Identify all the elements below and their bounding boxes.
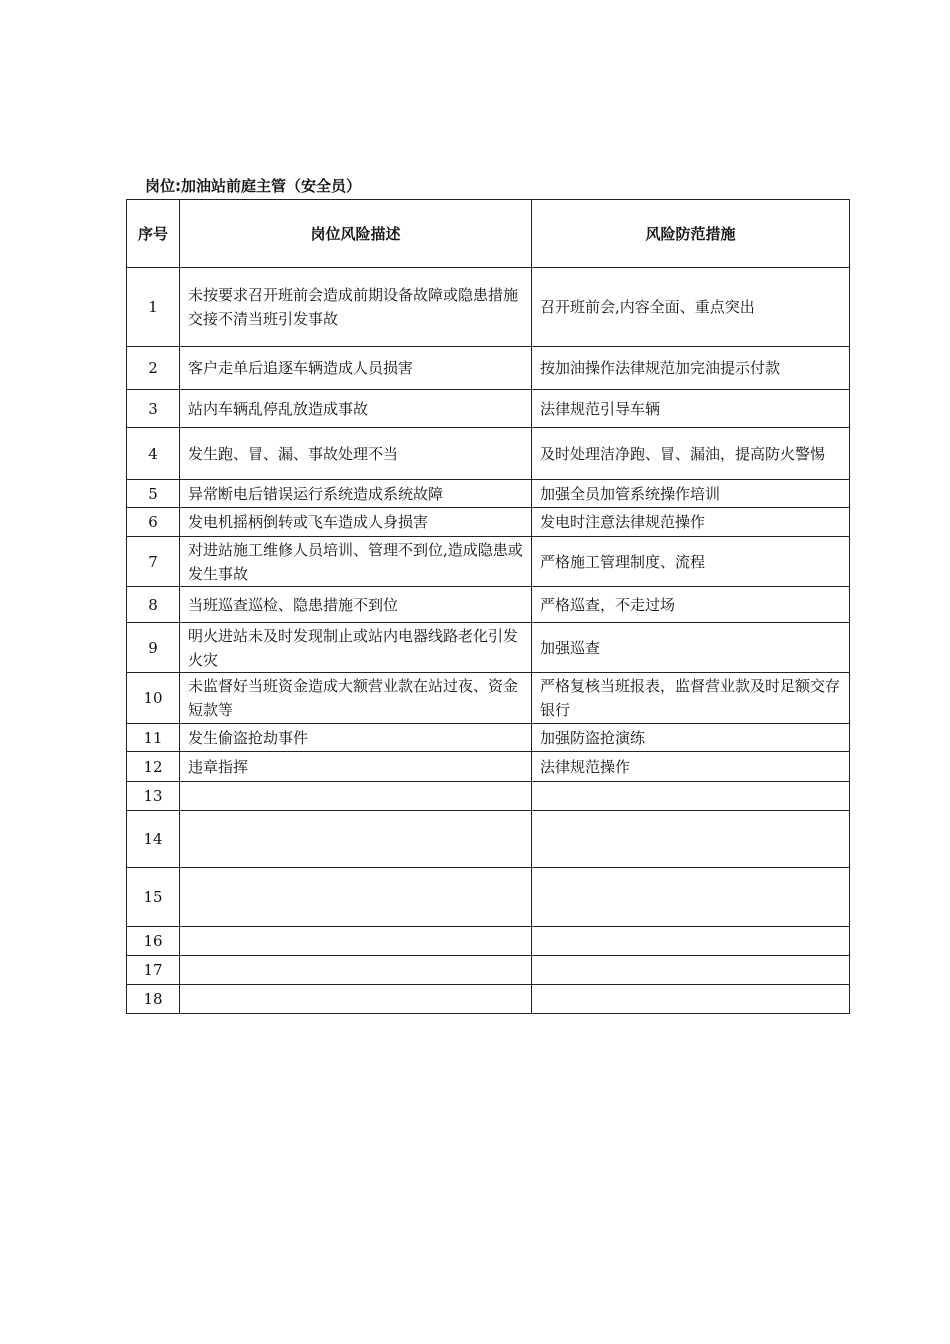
page-title: 岗位:加油站前庭主管（安全员） [145, 177, 362, 195]
row-risk: 违章指挥 [180, 752, 532, 782]
header-measure: 风险防范措施 [532, 200, 850, 268]
row-measure [532, 956, 850, 985]
row-risk [180, 811, 532, 868]
table-row [127, 428, 850, 480]
row-risk [180, 782, 532, 811]
table-row [127, 868, 850, 927]
table-row [127, 347, 850, 390]
row-risk [180, 985, 532, 1014]
row-measure [532, 985, 850, 1014]
table-row [127, 508, 850, 537]
row-index: 1 [127, 268, 180, 347]
row-measure [532, 782, 850, 811]
row-risk [180, 868, 532, 927]
row-index: 6 [127, 508, 180, 537]
row-risk: 客户走单后追逐车辆造成人员损害 [180, 347, 532, 390]
row-measure: 加强全员加管系统操作培训 [532, 480, 850, 508]
row-risk [180, 927, 532, 956]
row-index: 2 [127, 347, 180, 390]
row-measure: 严格复核当班报表，监督营业款及时足额交存银行 [532, 673, 850, 724]
table-row [127, 673, 850, 724]
row-index: 5 [127, 480, 180, 508]
row-risk: 对进站施工维修人员培训、管理不到位,造成隐患或发生事故 [180, 537, 532, 587]
row-risk: 未监督好当班资金造成大额营业款在站过夜、资金短款等 [180, 673, 532, 724]
header-risk: 岗位风险描述 [180, 200, 532, 268]
table-row [127, 623, 850, 673]
table-row [127, 956, 850, 985]
row-index: 15 [127, 868, 180, 927]
header-index: 序号 [127, 200, 180, 268]
row-index: 13 [127, 782, 180, 811]
row-index: 14 [127, 811, 180, 868]
row-risk: 当班巡查巡检、隐患措施不到位 [180, 587, 532, 623]
row-measure [532, 927, 850, 956]
row-risk: 发生跑、冒、漏、事故处理不当 [180, 428, 532, 480]
row-measure: 严格施工管理制度、流程 [532, 537, 850, 587]
row-index: 9 [127, 623, 180, 673]
row-measure: 法律规范操作 [532, 752, 850, 782]
table-row [127, 390, 850, 428]
table-row [127, 480, 850, 508]
row-measure: 发电时注意法律规范操作 [532, 508, 850, 537]
row-measure: 按加油操作法律规范加完油提示付款 [532, 347, 850, 390]
table-row [127, 782, 850, 811]
row-risk: 未按要求召开班前会造成前期设备故障或隐患措施交接不清当班引发事故 [180, 268, 532, 347]
row-index: 12 [127, 752, 180, 782]
row-risk: 异常断电后错误运行系统造成系统故障 [180, 480, 532, 508]
row-measure: 加强巡查 [532, 623, 850, 673]
table-row [127, 724, 850, 752]
table-row [127, 537, 850, 587]
table-header-row [127, 200, 850, 268]
row-risk: 明火进站未及时发现制止或站内电器线路老化引发火灾 [180, 623, 532, 673]
table-row [127, 811, 850, 868]
row-index: 16 [127, 927, 180, 956]
row-index: 17 [127, 956, 180, 985]
table-row [127, 268, 850, 347]
row-measure: 法律规范引导车辆 [532, 390, 850, 428]
table-row [127, 985, 850, 1014]
row-index: 10 [127, 673, 180, 724]
row-risk: 发生偷盗抢劫事件 [180, 724, 532, 752]
row-measure [532, 811, 850, 868]
row-index: 7 [127, 537, 180, 587]
row-measure: 加强防盗抢演练 [532, 724, 850, 752]
row-measure: 及时处理洁净跑、冒、漏油，提高防火警惕 [532, 428, 850, 480]
row-measure: 严格巡查，不走过场 [532, 587, 850, 623]
row-index: 3 [127, 390, 180, 428]
row-risk: 发电机摇柄倒转或飞车造成人身损害 [180, 508, 532, 537]
table-row [127, 927, 850, 956]
table-row [127, 587, 850, 623]
row-risk [180, 956, 532, 985]
row-index: 11 [127, 724, 180, 752]
table-row [127, 752, 850, 782]
row-risk: 站内车辆乱停乱放造成事故 [180, 390, 532, 428]
row-index: 8 [127, 587, 180, 623]
row-measure [532, 868, 850, 927]
row-index: 4 [127, 428, 180, 480]
row-index: 18 [127, 985, 180, 1014]
risk-table [126, 199, 850, 1014]
row-measure: 召开班前会,内容全面、重点突出 [532, 268, 850, 347]
